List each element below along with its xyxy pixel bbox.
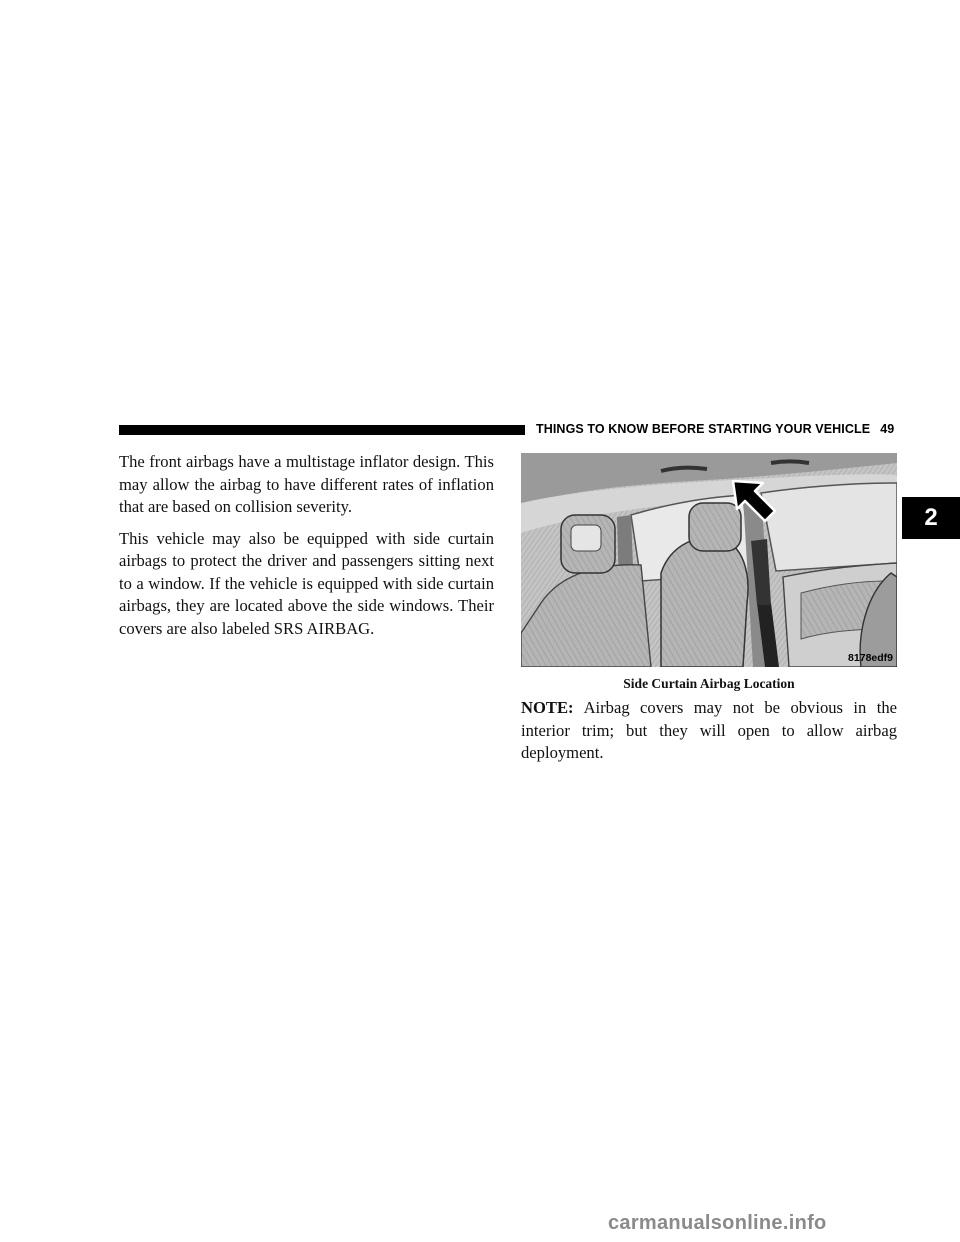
chapter-tab: 2 (902, 497, 960, 539)
arrow-up-left-icon (729, 477, 779, 527)
header-title: THINGS TO KNOW BEFORE STARTING YOUR VEHICLE (536, 422, 871, 436)
paragraph-side-curtain: This vehicle may also be equipped with side curtain airbags to protect the driver and passengers sitting next to a window. If the vehicle is equipped with side curtain airbags, they are located above the side windows. Their covers are also labeled SRS AIRBAG. (119, 528, 494, 638)
figure-caption: Side Curtain Airbag Location (623, 676, 795, 691)
side-curtain-airbag-illustration (521, 453, 897, 667)
figure-code: 8178edf9 (848, 652, 893, 664)
watermark: carmanualsonline.info (608, 1212, 827, 1234)
body-text (119, 451, 494, 649)
note (521, 697, 897, 765)
header-rule (119, 425, 525, 435)
page-number: 49 (880, 422, 895, 436)
vehicle-interior-drawing (521, 453, 897, 667)
paragraph-multistage: The front airbags have a multistage inflator design. This may allow the airbag to have different rates of inflation that are based on collision severity. (119, 452, 494, 516)
running-header (536, 422, 894, 436)
note-label: NOTE: (521, 698, 574, 717)
note-text: Airbag covers may not be obvious in the interior trim; but they will open to allow airbag deployment. (521, 698, 897, 762)
